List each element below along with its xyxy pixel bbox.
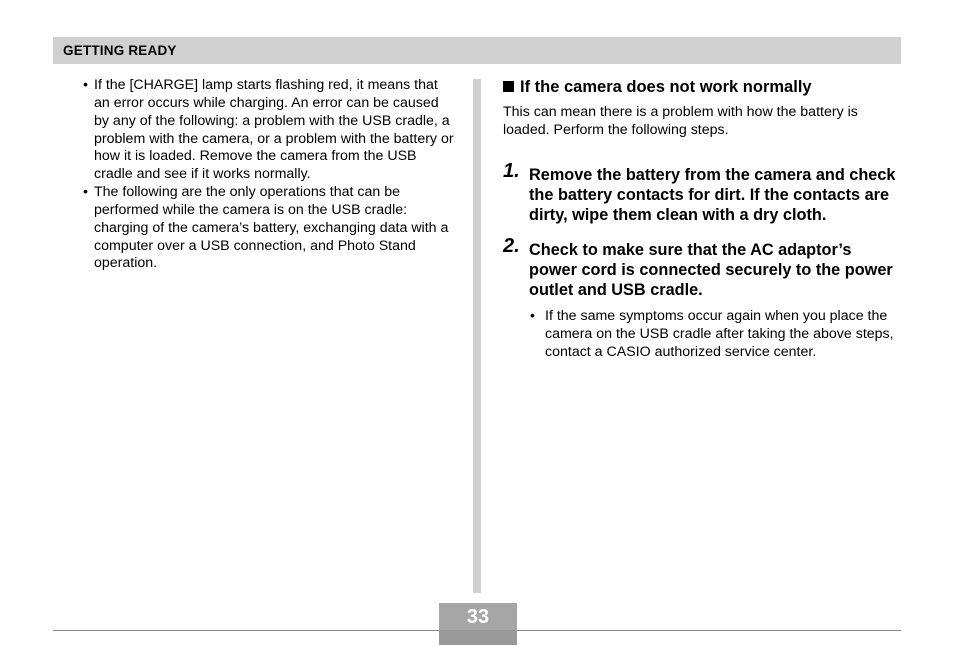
step-number: 1.: [503, 160, 520, 182]
list-item: [82, 184, 457, 273]
step-2-bullet-list: [503, 308, 903, 362]
section-header-bar: [53, 37, 901, 64]
bullet-icon: •: [530, 308, 535, 324]
section-title: GETTING READY: [63, 43, 177, 58]
step-number: 2.: [503, 235, 520, 257]
right-column: [503, 76, 903, 362]
list-item-text: The following are the only operations that can be performed while the camera is on the USB cradle: charging of the camera’s battery, exchanging data with a computer over a USB connection, and Photo Stand operation.: [94, 184, 449, 272]
section-heading: [503, 76, 903, 98]
step-text: Check to make sure that the AC adaptor’s power cord is connected securely to the power outlet and USB cradle.: [529, 241, 893, 299]
list-item-text: If the [CHARGE] lamp starts flashing red, it means that an error occurs while charging. An error can be caused by any of the following: a problem with the USB cradle, a problem with the camera, or a problem with the battery or how it is loaded. Remove the camera from the USB cradle and see if it works normally.: [94, 77, 454, 183]
left-column: [82, 77, 457, 273]
column-divider: [473, 79, 481, 593]
step-2: [503, 235, 903, 300]
step-text: Remove the battery from the camera and check the battery contacts for dirt. If the contacts are dirty, wipe them clean with a dry cloth.: [529, 166, 896, 224]
list-item-text: If the same symptoms occur again when you place the camera on the USB cradle after taking the above steps, contact a CASIO authorized service center.: [545, 308, 894, 360]
bullet-icon: •: [83, 77, 88, 93]
step-1: [503, 160, 903, 225]
page-number-box: [439, 603, 517, 645]
left-bullet-list: [82, 77, 457, 273]
black-square-icon: [503, 81, 514, 92]
list-item: [529, 308, 903, 362]
section-heading-text: If the camera does not work normally: [520, 78, 812, 96]
page-number: 33: [466, 606, 490, 628]
bullet-icon: •: [83, 184, 88, 201]
list-item: [82, 77, 457, 184]
intro-paragraph: This can mean there is a problem with how the battery is loaded. Perform the following steps.: [503, 104, 858, 138]
